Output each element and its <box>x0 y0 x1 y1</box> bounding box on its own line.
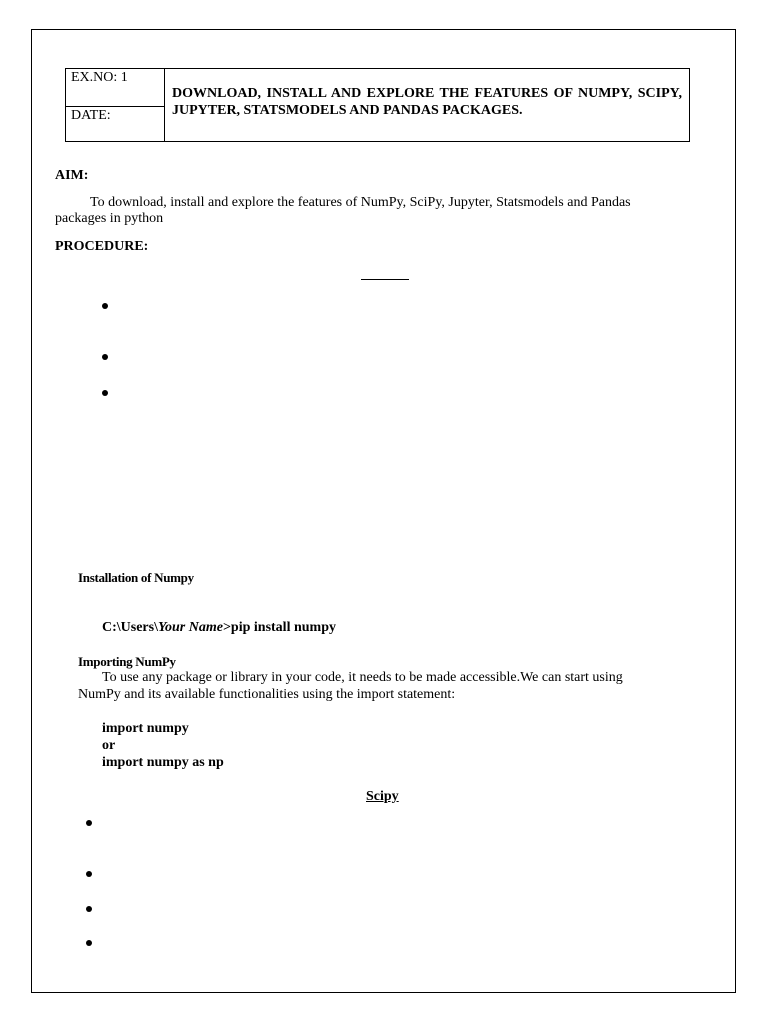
scipy-heading: Scipy <box>366 789 399 804</box>
experiment-title: DOWNLOAD, INSTALL AND EXPLORE THE FEATURES OF NUMPY, SCIPY, JUPYTER, STATSMODELS AND PANDAS PACKAGES. <box>172 86 682 118</box>
page-border <box>31 29 736 993</box>
bullet-point <box>102 390 108 396</box>
import-text-line1: To use any package or library in your code, it needs to be made accessible.We can start using <box>102 670 623 685</box>
section-underline <box>361 279 409 280</box>
aim-text-line1: To download, install and explore the features of NumPy, SciPy, Jupyter, Statsmodels and Pandas <box>90 195 631 210</box>
bullet-point <box>102 303 108 309</box>
aim-text-line2: packages in python <box>55 211 164 226</box>
bullet-point <box>86 871 92 877</box>
exno-cell: EX.NO: 1 <box>66 69 165 107</box>
bullet-point <box>102 354 108 360</box>
bullet-point <box>86 906 92 912</box>
install-cmd-name: Your Name <box>158 620 223 635</box>
code-or: or <box>102 738 116 753</box>
import-heading: Importing NumPy <box>78 654 176 669</box>
bullet-point <box>86 940 92 946</box>
install-heading: Installation of Numpy <box>78 570 194 585</box>
procedure-heading: PROCEDURE: <box>55 239 149 254</box>
code-import-numpy: import numpy <box>102 721 189 736</box>
bullet-point <box>86 820 92 826</box>
date-cell: DATE: <box>66 107 165 141</box>
aim-heading: AIM: <box>55 168 89 183</box>
install-command <box>102 620 336 636</box>
import-text-line2: NumPy and its available functionalities using the import statement: <box>78 687 456 702</box>
code-import-numpy-as-np: import numpy as np <box>102 755 224 770</box>
install-cmd-prefix: C:\Users\ <box>102 620 158 635</box>
header-table <box>65 68 690 142</box>
install-cmd-suffix: >pip install numpy <box>222 620 336 635</box>
